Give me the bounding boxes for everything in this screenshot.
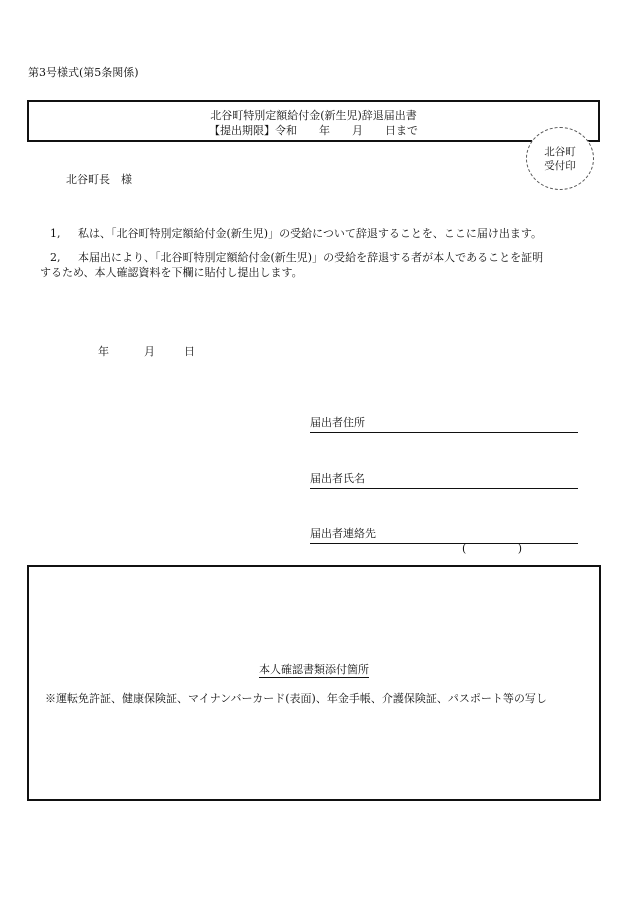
item-number: 2, bbox=[50, 251, 61, 264]
attachment-note: ※運転免許証、健康保険証、マイナンバーカード(表面)、年金手帳、介護保険証、パスポート等の写し bbox=[45, 692, 547, 705]
address-field[interactable] bbox=[310, 416, 578, 433]
title-box bbox=[27, 100, 600, 142]
name-field[interactable] bbox=[310, 472, 578, 489]
form-title: 北谷町特別定額給付金(新生児)辞退届出書 bbox=[210, 109, 417, 122]
declaration-item-2 bbox=[40, 251, 590, 281]
form-number: 第3号様式(第5条関係) bbox=[28, 66, 139, 79]
date-year: 年 bbox=[98, 345, 109, 358]
declaration-item-1 bbox=[50, 227, 590, 242]
submission-deadline: 【提出期限】令和 年 月 日まで bbox=[209, 124, 418, 138]
item-text-line-1: 本届出により、「北谷町特別定額給付金(新生児)」の受給を辞退する者が本人であることを証明 bbox=[78, 251, 544, 264]
stamp-line-2: 受付印 bbox=[544, 159, 576, 172]
addressee: 北谷町長 様 bbox=[66, 173, 132, 186]
name-label: 届出者氏名 bbox=[310, 472, 365, 486]
date-month: 月 bbox=[144, 345, 155, 358]
item-number: 1, bbox=[50, 227, 61, 240]
contact-label: 届出者連絡先 bbox=[310, 527, 376, 541]
id-document-attachment-box bbox=[27, 565, 601, 801]
date-day: 日 bbox=[184, 345, 195, 358]
attachment-title-wrap bbox=[29, 663, 599, 678]
contact-field[interactable] bbox=[310, 527, 578, 555]
reception-stamp-area bbox=[526, 127, 594, 190]
paren-open: ( bbox=[462, 542, 467, 555]
item-text: 私は、「北谷町特別定額給付金(新生児)」の受給について辞退することを、ここに届け出ます。 bbox=[78, 227, 542, 240]
item-text-line-2: するため、本人確認資料を下欄に貼付し提出します。 bbox=[40, 265, 303, 279]
stamp-line-1: 北谷町 bbox=[544, 146, 576, 158]
paren-close: ) bbox=[517, 542, 522, 555]
attachment-title: 本人確認書類添付箇所 bbox=[259, 663, 369, 676]
address-label: 届出者住所 bbox=[310, 416, 365, 430]
date-line bbox=[98, 345, 195, 360]
